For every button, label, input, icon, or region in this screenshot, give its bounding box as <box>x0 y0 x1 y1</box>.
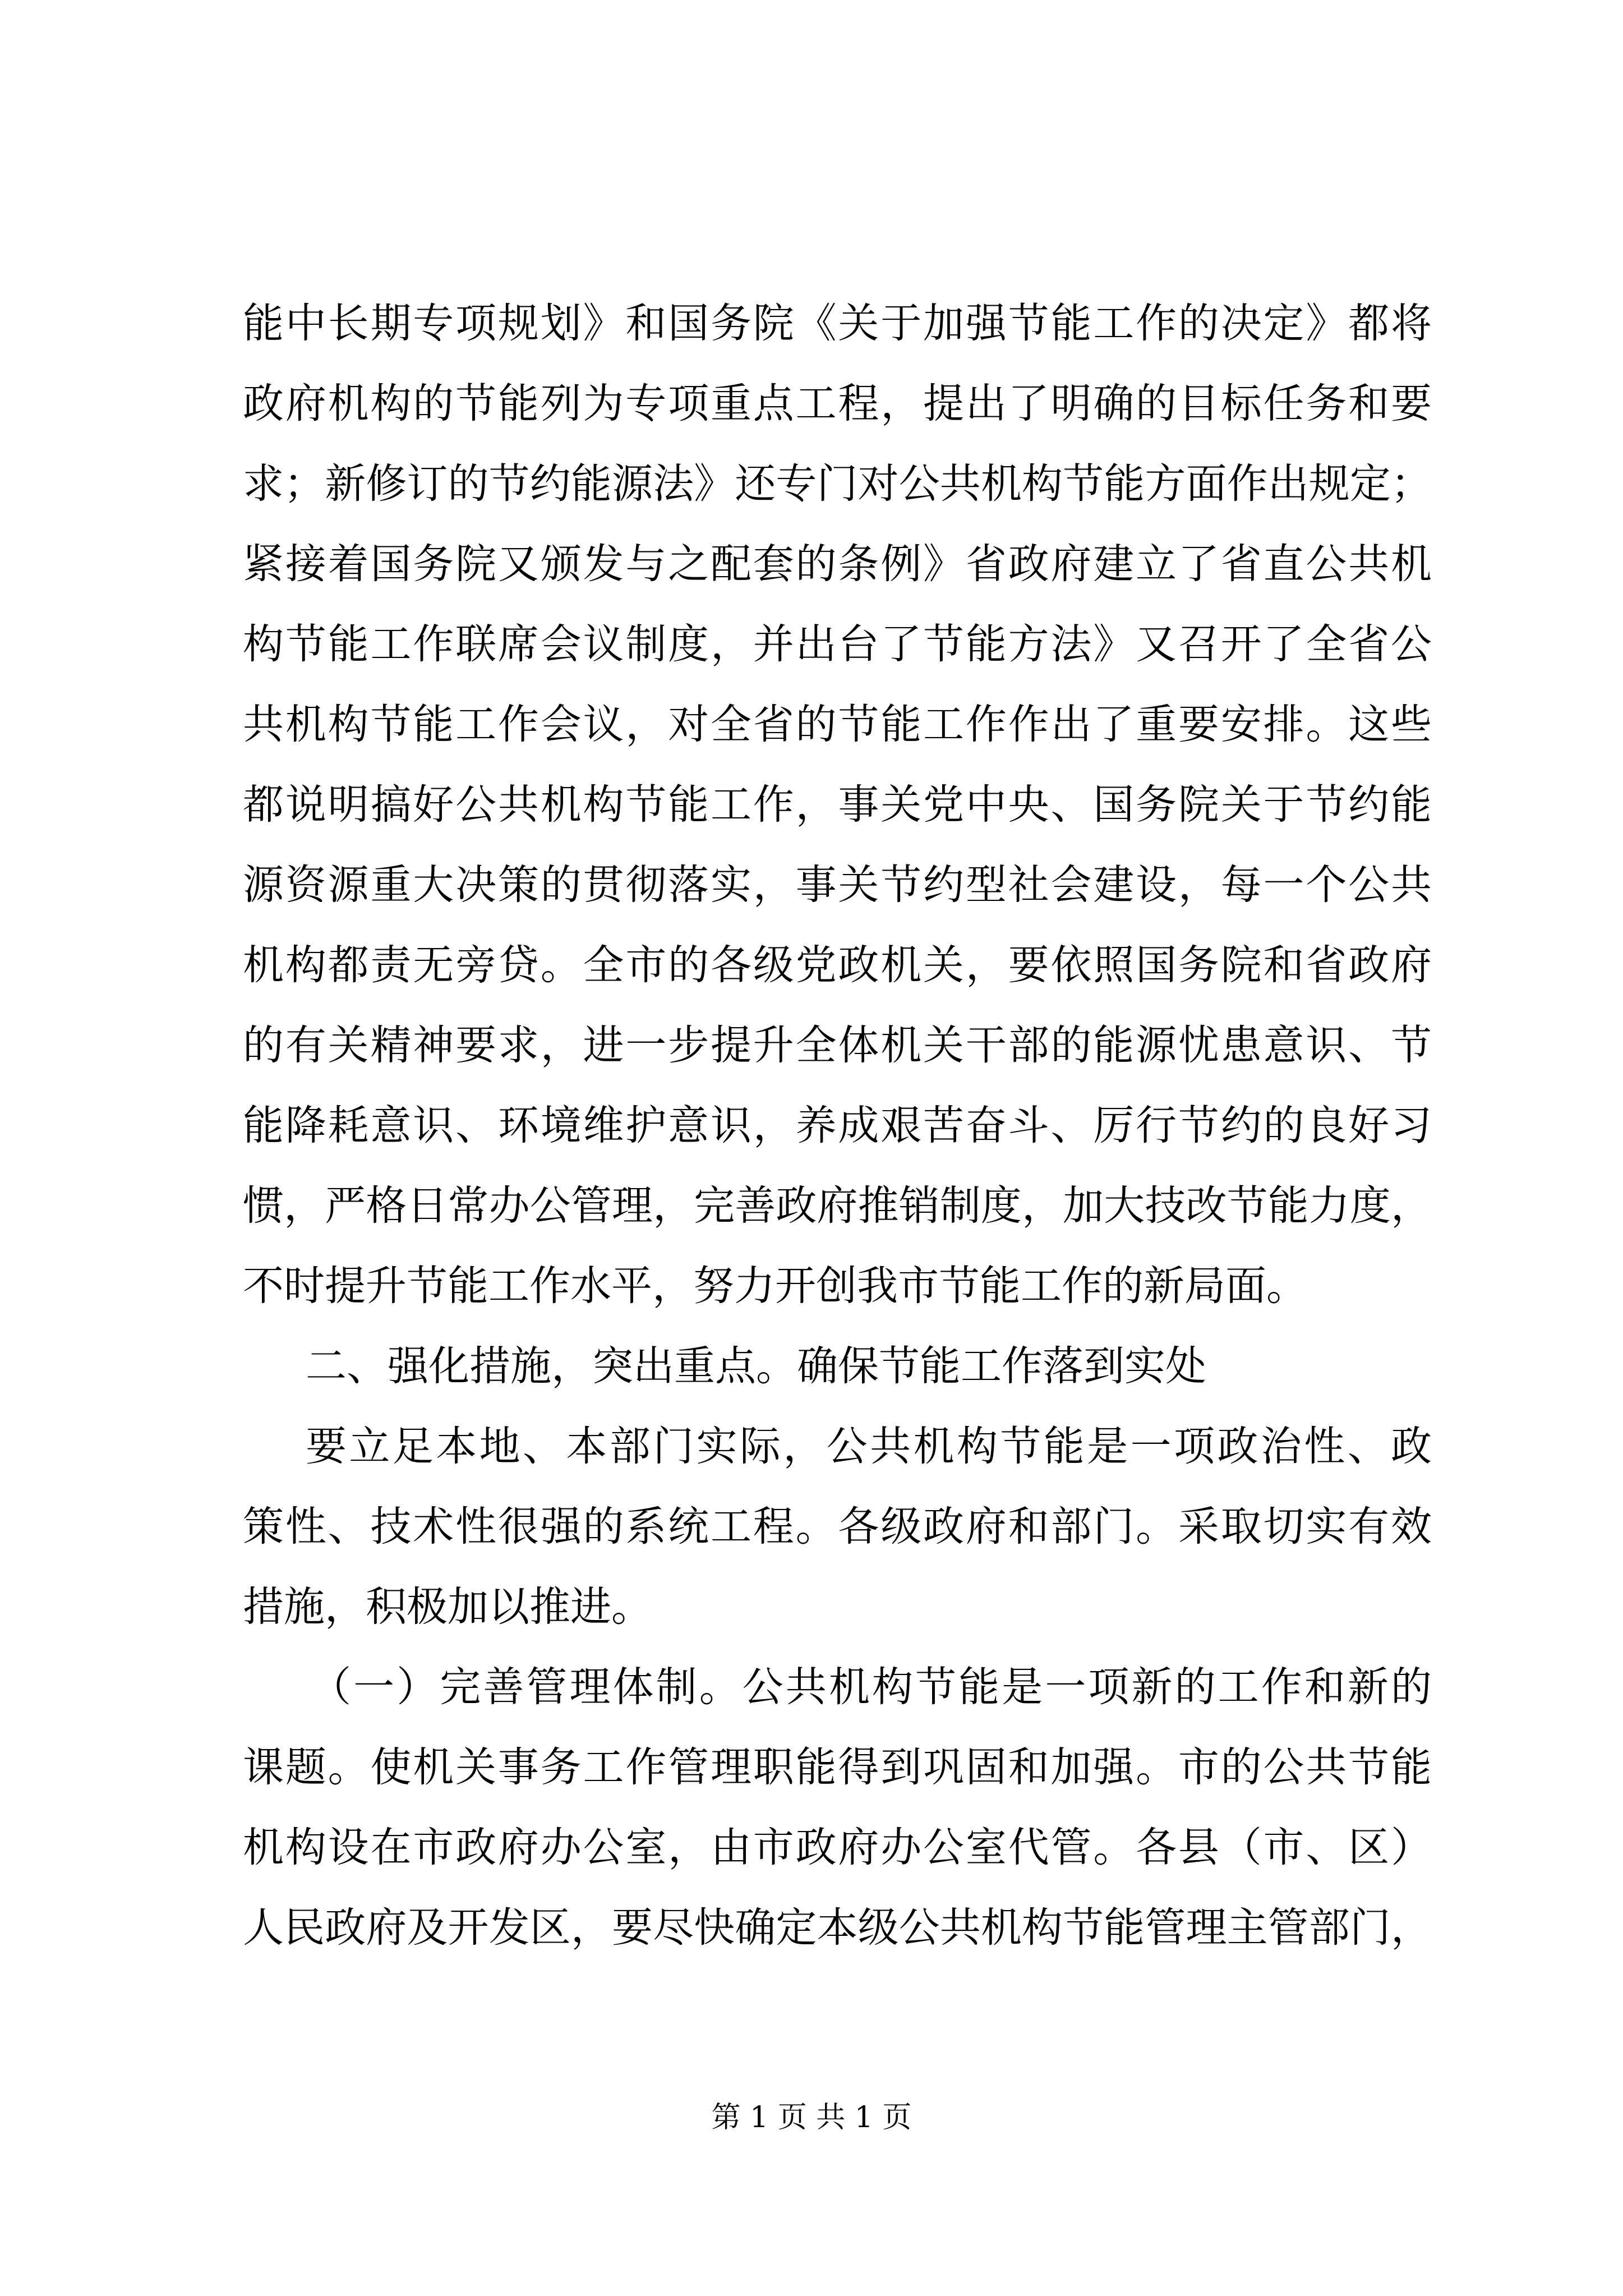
text-line: 的有关精神要求，进一步提升全体机关干部的能源忧患意识、节 <box>243 1022 1432 1069</box>
text-line: 求；新修订的节约能源法》还专门对公共机构节能方面作出规定； <box>243 460 1432 508</box>
text-line: 能中长期专项规划》和国务院《关于加强节能工作的决定》都将 <box>243 300 1432 347</box>
text-line: 机构都责无旁贷。全市的各级党政机关，要依照国务院和省政府 <box>243 941 1432 989</box>
text-line: 紧接着国务院又颁发与之配套的条例》省政府建立了省直公共机 <box>243 540 1432 588</box>
text-line: 策性、技术性很强的系统工程。各级政府和部门。采取切实有效 <box>243 1503 1432 1550</box>
text-line: 能降耗意识、环境维护意识，养成艰苦奋斗、厉行节约的良好习 <box>243 1102 1432 1149</box>
text-line: 要立足本地、本部门实际，公共机构节能是一项政治性、政 <box>306 1423 1432 1470</box>
text-line: 共机构节能工作会议，对全省的节能工作作出了重要安排。这些 <box>243 701 1432 748</box>
text-line: 措施，积极加以推进。 <box>243 1583 652 1631</box>
document-body <box>243 283 1432 1968</box>
text-line: 惯，严格日常办公管理，完善政府推销制度，加大技改节能力度， <box>243 1182 1432 1230</box>
text-line: 课题。使机关事务工作管理职能得到巩固和加强。市的公共节能 <box>243 1743 1432 1791</box>
text-line: 构节能工作联席会议制度，并出台了节能方法》又召开了全省公 <box>243 620 1432 668</box>
text-line: 不时提升节能工作水平，努力开创我市节能工作的新局面。 <box>243 1262 1307 1310</box>
text-line: 机构设在市政府办公室，由市政府办公室代管。各县（市、区） <box>243 1824 1432 1871</box>
text-line: 源资源重大决策的贯彻落实，事关节约型社会建设，每一个公共 <box>243 861 1432 909</box>
text-line: 政府机构的节能列为专项重点工程，提出了明确的目标任务和要 <box>243 380 1432 427</box>
text-line: 人民政府及开发区，要尽快确定本级公共机构节能管理主管部门， <box>243 1904 1432 1952</box>
section-heading: 二、强化措施，突出重点。确保节能工作落到实处 <box>306 1342 1206 1390</box>
subsection-line: （一）完善管理体制。公共机构节能是一项新的工作和新的 <box>310 1663 1432 1711</box>
page-footer: 第 1 页 共 1 页 <box>711 2101 912 2134</box>
text-line: 都说明搞好公共机构节能工作，事关党中央、国务院关于节约能 <box>243 781 1432 829</box>
